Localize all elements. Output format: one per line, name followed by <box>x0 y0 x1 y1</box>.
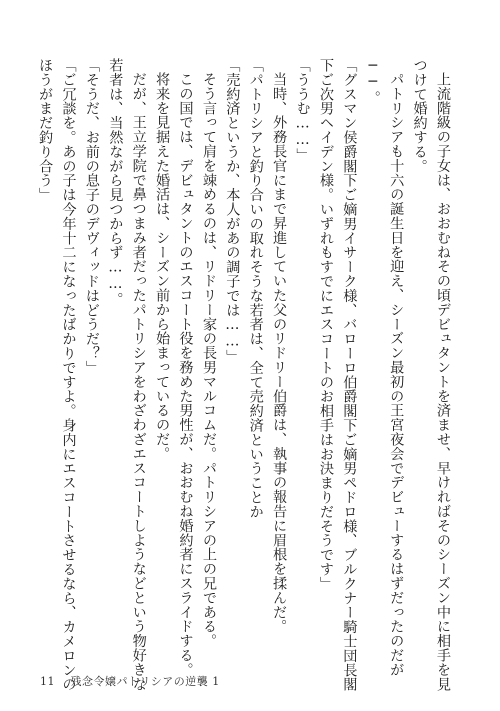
text-line: パトリシアも十六の誕生日を迎え、シーズン最初の王宮夜会でデビューするはずだったのだが <box>388 72 405 677</box>
text-line: 「売約済というか、本人があの調子では……」 <box>224 58 241 364</box>
text-line: 「グスマン侯爵閣下ご嫡男イサーク様、バローロ伯爵閣下ご嫡男ペドロ様、ブルクナー騎士団長閣 <box>341 58 358 692</box>
text-line: 「ううむ……」 <box>294 58 311 163</box>
text-line: ──。 <box>364 58 381 105</box>
text-line: 上流階級の子女は、おおむねその頃デビュタントを済ませ、早ければそのシーズン中に相手を見 <box>435 72 451 692</box>
text-line: この国では、デビュタントのエスコート役を務めた男性が、おおむね婚約者にスライドする。 <box>177 72 194 677</box>
page-footer <box>40 673 220 689</box>
page-number: 11 <box>40 675 55 688</box>
text-line: だが、王立学院で鼻つまみ者だったパトリシアをわざわざエスコートしようなどという物好きな <box>130 72 147 692</box>
text-line: 当時、外務長官にまで昇進していた父のリドリー伯爵は、執事の報告に眉根を揉んだ。 <box>271 72 288 634</box>
text-line: そう言って肩を竦めるのは、リドリー家の長男マルコムだ。パトリシアの上の兄である。 <box>200 72 217 649</box>
text-line: 若者は、当然ながら見つからず……。 <box>107 58 124 307</box>
text-line: 「ご冗談を。あの子は今年十二になったばかりですよ。身内にエスコートさせるなら、カメロンの <box>60 58 77 692</box>
book-title: 残念令嬢パトリシアの逆襲 1 <box>70 675 220 688</box>
text-line: 将来を見据えた婚活は、シーズン前から始まっているのだ。 <box>154 72 171 461</box>
text-line: ほうがまだ釣り合う」 <box>37 58 54 202</box>
text-line: つけて婚約する。 <box>411 58 428 174</box>
text-line: 「パトリシアと釣り合いの取れそうな若者は、全て売約済ということか <box>247 58 264 519</box>
text-line: 下ご次男ヘイデン様。いずれもすでにエスコートのお相手はお決まりだそうです」 <box>317 58 334 591</box>
text-line: 「そうだ、お前の息子のデヴィッドはどうだ？」 <box>83 58 100 375</box>
